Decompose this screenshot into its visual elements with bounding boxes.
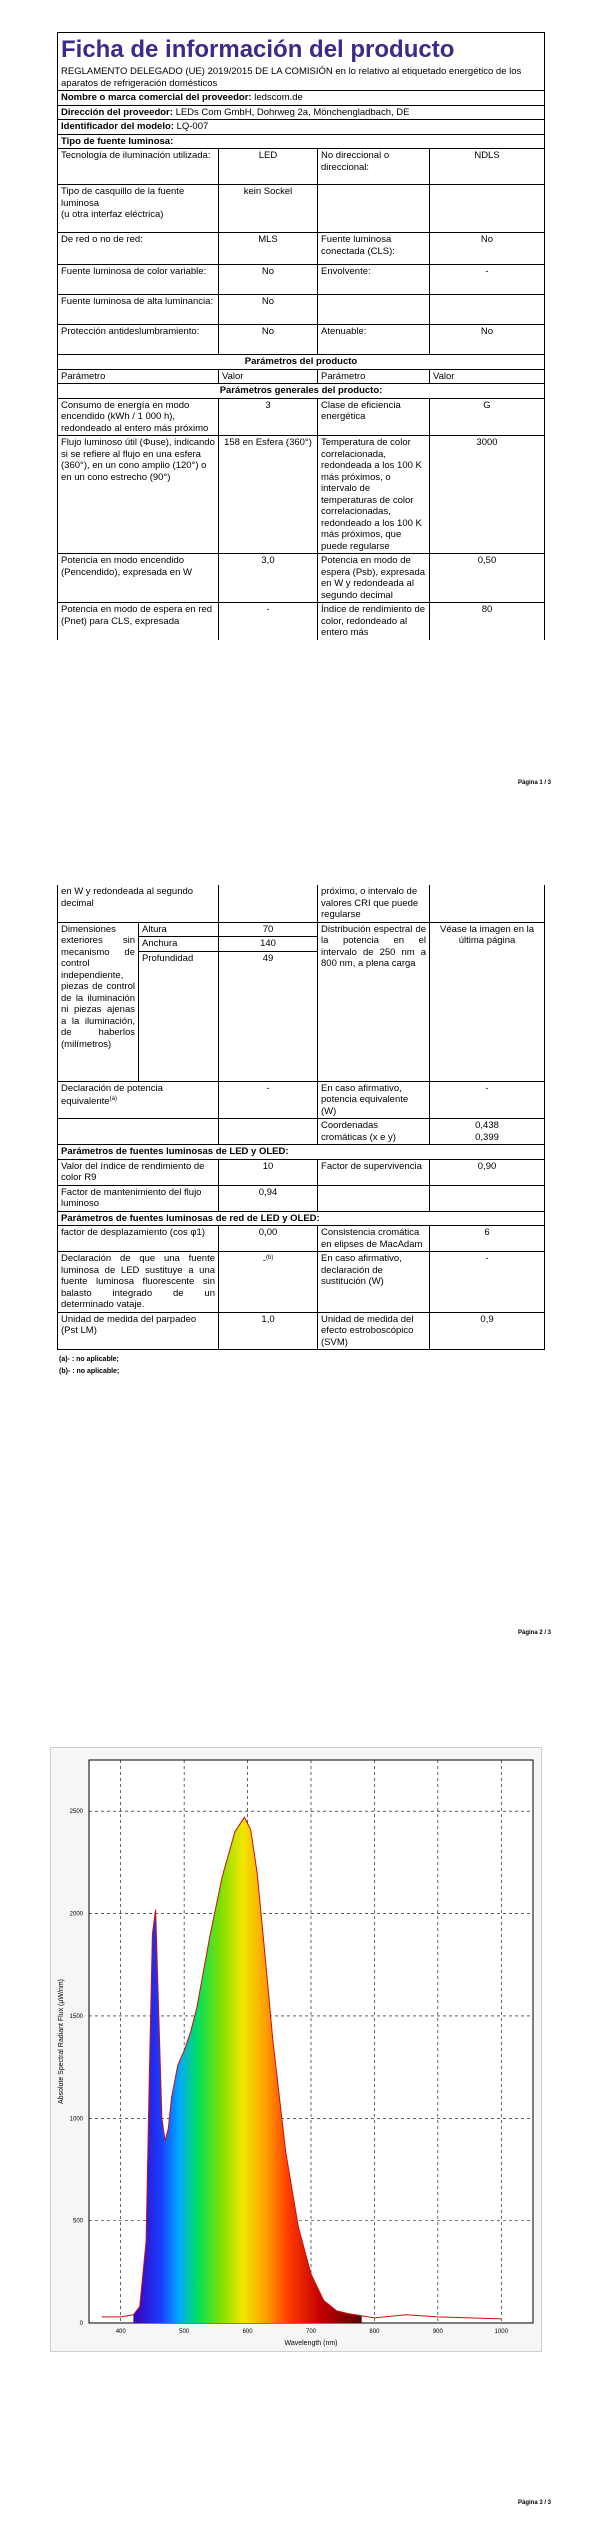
page-1 xyxy=(0,0,595,800)
spectral-distribution-label: Distribución espectral de la potencia en el intervalo de 250 nm a 800 nm, a plena carga xyxy=(318,922,430,1081)
chroma-y: 0,399 xyxy=(475,1131,499,1143)
cell-value xyxy=(430,295,545,325)
cell-value xyxy=(219,885,318,922)
cell-label xyxy=(318,1185,430,1211)
supplier-name-label: Nombre o marca comercial del proveedor: xyxy=(61,92,252,103)
cell-value: No xyxy=(219,325,318,355)
width-label: Anchura xyxy=(139,937,219,952)
table-row xyxy=(58,1119,545,1145)
cell-value: LED xyxy=(219,149,318,185)
cell-value: 0,9 xyxy=(430,1312,545,1350)
cell-label: Flujo luminoso útil (Φuse), indicando si se refiere al flujo en una esfera (360°), en un cono amplio (120°) o en un cono estrecho (90°) xyxy=(58,436,219,554)
page-footer: Página 1 / 3 xyxy=(517,780,551,786)
depth-label: Profundidad xyxy=(139,951,219,1081)
cell-label xyxy=(318,185,430,233)
cell-value: 80 xyxy=(430,603,545,640)
cell-label: Clase de eficiencia energética xyxy=(318,398,430,436)
cell-label xyxy=(58,1081,219,1119)
cell-label: Potencia en modo de espera en red (Pnet) para CLS, expresada xyxy=(58,603,219,640)
x-tick-label: 500 xyxy=(179,2329,190,2335)
table-row xyxy=(58,554,545,603)
spectrum-chart xyxy=(50,1747,542,2352)
table-row xyxy=(58,325,545,355)
y-tick-label: 1000 xyxy=(69,2116,83,2123)
cell-label: próximo, o intervalo de valores CRI que puede regularse xyxy=(318,885,430,922)
footnote-b: (b)- : no aplicable; xyxy=(59,1368,120,1375)
mains-params-heading: Parámetros de fuentes luminosas de red de LED y OLED: xyxy=(58,1211,545,1226)
empty-cell xyxy=(219,1119,318,1145)
cell-label: Valor del índice de rendimiento de color R9 xyxy=(58,1159,219,1185)
table-row xyxy=(58,233,545,265)
cell-value: 6 xyxy=(430,1226,545,1252)
footnote-marker: (a) xyxy=(109,1096,117,1102)
general-params-heading: Parámetros generales del producto: xyxy=(58,384,545,399)
cell-value: 0,90 xyxy=(430,1159,545,1185)
depth-value: 49 xyxy=(219,951,318,1081)
x-tick-label: 700 xyxy=(305,2329,317,2335)
cell-value: 3 xyxy=(219,398,318,436)
cell-label: Tipo de casquillo de la fuente luminosa (u otra interfaz eléctrica) xyxy=(58,185,219,233)
supplier-address-label: Dirección del proveedor: xyxy=(61,106,173,118)
spectrum-svg xyxy=(51,1748,543,2353)
x-tick-label: 800 xyxy=(369,2329,380,2335)
cell-value: 0,00 xyxy=(219,1226,318,1252)
cell-value: 3,0 xyxy=(219,554,318,603)
supplier-address-value: LEDs Com GmbH, Dohrweg 2a, Mönchengladbach, DE xyxy=(175,106,410,118)
x-axis-label: Wavelength (nm) xyxy=(284,2340,338,2347)
cell-label: factor de desplazamiento (cos φ1) xyxy=(58,1226,219,1252)
power-claim-label: Declaración de potencia equivalente xyxy=(61,1082,163,1108)
footnotes xyxy=(57,1354,544,1378)
cell-label: Unidad de medida del parpadeo (Pst LM) xyxy=(58,1312,219,1350)
cell-value: NDLS xyxy=(430,149,545,185)
cell-value: No xyxy=(430,233,545,265)
cell-value: 10 xyxy=(219,1159,318,1185)
cell-label: en W y redondeada al segundo decimal xyxy=(58,885,219,922)
table-row xyxy=(58,1159,545,1185)
y-tick-label: 0 xyxy=(79,2321,83,2327)
cell-label: Potencia en modo encendido (Pencendido), expresada en W xyxy=(58,554,219,603)
column-header-row xyxy=(58,369,545,384)
cell-value: 158 en Esfera (360°) xyxy=(219,436,318,554)
x-tick-label: 400 xyxy=(115,2329,126,2335)
cell-label: Factor de mantenimiento del flujo luminoso xyxy=(58,1185,219,1211)
model-id-value: LQ-007 xyxy=(176,121,209,132)
empty-cell xyxy=(58,1119,219,1145)
cell-label: Fuente luminosa de color variable: xyxy=(58,265,219,295)
cell-value xyxy=(430,1119,545,1145)
footnote-a: (a)- : no aplicable; xyxy=(59,1356,119,1363)
cell-label: Atenuable: xyxy=(318,325,430,355)
model-id-row xyxy=(58,120,545,135)
supplier-name-value: ledscom.de xyxy=(254,92,303,103)
cell-value xyxy=(430,1185,545,1211)
column-header: Valor xyxy=(219,369,318,384)
width-value: 140 xyxy=(219,937,318,952)
led-params-heading: Parámetros de fuentes luminosas de LED y OLED: xyxy=(58,1145,545,1160)
table-row xyxy=(58,265,545,295)
page-footer: Página 3 / 3 xyxy=(517,2500,551,2506)
cell-value: No xyxy=(430,325,545,355)
sheet-2 xyxy=(57,885,544,1378)
cell-value xyxy=(430,885,545,922)
cell-value: - xyxy=(430,1081,545,1119)
cell-value: - xyxy=(219,1081,318,1119)
dimensions-row xyxy=(58,922,545,937)
column-header: Valor xyxy=(430,369,545,384)
table-row xyxy=(58,1252,545,1313)
product-params-heading: Parámetros del producto xyxy=(58,355,545,370)
cell-value: 1,0 xyxy=(219,1312,318,1350)
cell-label: En caso afirmativo, declaración de sustitución (W) xyxy=(318,1252,430,1313)
chroma-x: 0,438 xyxy=(475,1120,499,1131)
footnote-marker: (b) xyxy=(265,1255,274,1261)
column-header: Parámetro xyxy=(58,369,219,384)
cell-label: No direccional o direccional: xyxy=(318,149,430,185)
document-title: Ficha de información del producto xyxy=(61,36,455,63)
cell-value: - xyxy=(430,1252,545,1313)
table-row xyxy=(58,1081,545,1119)
table-row xyxy=(58,436,545,554)
table-row xyxy=(58,295,545,325)
x-tick-label: 900 xyxy=(432,2329,443,2335)
cell-label: Fuente luminosa de alta luminancia: xyxy=(58,295,219,325)
page-2 xyxy=(0,870,595,1660)
y-tick-label: 1500 xyxy=(69,2013,83,2020)
table-row xyxy=(58,398,545,436)
cell-value: MLS xyxy=(219,233,318,265)
cell-value: 0,50 xyxy=(430,554,545,603)
cell-value: G xyxy=(430,398,545,436)
cell-label: Potencia en modo de espera (Psb), expresada en W y redondeada al segundo decimal xyxy=(318,554,430,603)
cell-label: Temperatura de color correlacionada, redondeada a los 100 K más próximos, o intervalo de temperaturas de color correlacionadas, redondeado a los 100 K más próximos, que puede regularse xyxy=(318,436,430,554)
supplier-name-row xyxy=(58,91,545,106)
x-tick-label: 1000 xyxy=(494,2329,508,2335)
page-footer: Página 2 / 3 xyxy=(517,1630,551,1636)
page-3 xyxy=(0,1700,595,2526)
x-tick-label: 600 xyxy=(242,2329,253,2335)
cell-label: Protección antideslumbramiento: xyxy=(58,325,219,355)
cell-value: 3000 xyxy=(430,436,545,554)
cell-label: Consistencia cromática en elipses de MacAdam xyxy=(318,1226,430,1252)
cell-label: De red o no de red: xyxy=(58,233,219,265)
cell-label: Consumo de energía en modo encendido (kWh / 1 000 h), redondeado al entero más próximo xyxy=(58,398,219,436)
cell-value: - xyxy=(430,265,545,295)
light-source-type-heading: Tipo de fuente luminosa: xyxy=(58,134,545,149)
table-row xyxy=(58,1185,545,1211)
height-label: Altura xyxy=(139,922,219,937)
cell-value: kein Sockel xyxy=(219,185,318,233)
cell-label: Índice de rendimiento de color, redondeado al entero más xyxy=(318,603,430,640)
regulation-text: REGLAMENTO DELEGADO (UE) 2019/2015 DE LA COMISIÓN en lo relativo al etiquetado energético de los aparatos de refrigeración domésticos xyxy=(58,65,545,91)
y-tick-label: 500 xyxy=(72,2218,83,2225)
cell-label: Declaración de que una fuente luminosa de LED sustituye a una fuente luminosa fluorescente sin balasto integrado de un determinado vataje. xyxy=(58,1252,219,1313)
cell-value: 0,94 xyxy=(219,1185,318,1211)
model-id-label: Identificador del modelo: xyxy=(61,121,174,132)
cell-value-text: - xyxy=(262,1255,266,1267)
table-row xyxy=(58,149,545,185)
column-header: Parámetro xyxy=(318,369,430,384)
cell-value: - xyxy=(219,603,318,640)
table-row xyxy=(58,1312,545,1350)
cell-value xyxy=(219,1252,318,1313)
sheet-1 xyxy=(57,32,544,640)
spectral-distribution-value: Véase la imagen en la última página xyxy=(430,922,545,1081)
y-tick-label: 2000 xyxy=(69,1911,83,1918)
table-row xyxy=(58,185,545,233)
cell-label: Coordenadas cromáticas (x e y) xyxy=(318,1119,430,1145)
dimensions-label: Dimensiones exteriores sin mecanismo de control independiente, piezas de control de la iluminación ni piezas ajenas a la iluminación, de haberlos (milímetros) xyxy=(58,922,139,1081)
cell-value: No xyxy=(219,265,318,295)
cell-label: Envolvente: xyxy=(318,265,430,295)
cell-label: Factor de supervivencia xyxy=(318,1159,430,1185)
cell-label: Fuente luminosa conectada (CLS): xyxy=(318,233,430,265)
product-info-table-continued xyxy=(57,885,545,1350)
cell-value: No xyxy=(219,295,318,325)
cell-label xyxy=(318,295,430,325)
supplier-address-row xyxy=(58,105,545,120)
product-info-table xyxy=(57,32,545,640)
table-row xyxy=(58,885,545,922)
table-row xyxy=(58,603,545,640)
cell-value xyxy=(430,185,545,233)
y-tick-label: 2500 xyxy=(69,1809,83,1816)
table-row xyxy=(58,1226,545,1252)
cell-label: Tecnología de iluminación utilizada: xyxy=(58,149,219,185)
cell-label: Unidad de medida del efecto estroboscópico (SVM) xyxy=(318,1312,430,1350)
cell-label: En caso afirmativo, potencia equivalente (W) xyxy=(318,1081,430,1119)
y-axis-label: Absolute Spectral Radiant Flux (μW/nm) xyxy=(58,1978,65,2105)
height-value: 70 xyxy=(219,922,318,937)
